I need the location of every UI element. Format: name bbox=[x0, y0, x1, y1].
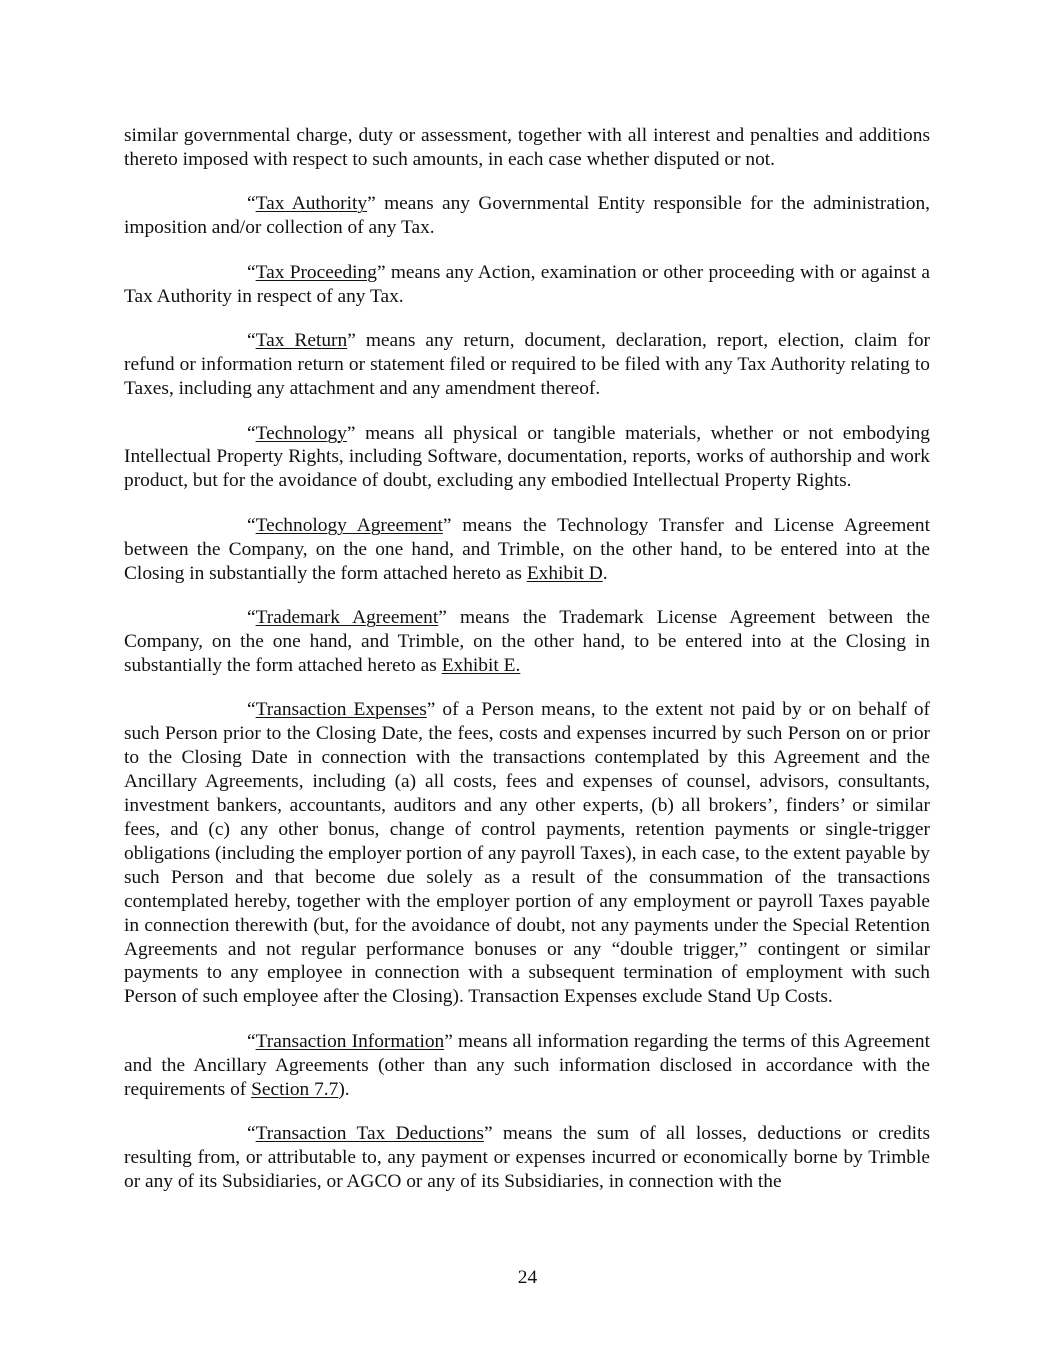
definition-text: ” means any Governmental Entity responsible for the administration, imposition and/or collection of any Tax. bbox=[124, 193, 930, 239]
definition-tail: ). bbox=[338, 1078, 350, 1100]
definition-tax-proceeding: “Tax Proceeding” means any Action, examination or other proceeding with or against a Tax Authority in respect of any Tax. bbox=[124, 261, 931, 307]
definition-tail: . bbox=[602, 562, 608, 584]
defined-term: Technology Agreement bbox=[255, 514, 443, 536]
defined-term: Transaction Information bbox=[255, 1030, 445, 1052]
defined-term: Trademark Agreement bbox=[255, 607, 439, 629]
definition-tax-return: “Tax Return” means any return, document, declaration, report, election, claim for refund or information return or statement filed or required to be filed with any Tax Authority relating to Taxes, including any attachment and any amendment thereof. bbox=[124, 330, 930, 400]
exhibit-e-link[interactable]: Exhibit E. bbox=[441, 654, 521, 676]
continuation-paragraph: similar governmental charge, duty or assessment, together with all interest and penalties and additions thereto imposed with respect to such amounts, in each case whether disputed or not. bbox=[124, 125, 930, 170]
definition-tax-authority: “Tax Authority” means any Governmental Entity responsible for the administration, imposition and/or collection of any Tax. bbox=[124, 193, 930, 239]
defined-term: Technology bbox=[255, 422, 347, 444]
definition-text: ” means the sum of all losses, deductions or credits resulting from, or attributable to, any payment or expenses incurred or economically borne by Trimble or any of its Subsidiaries, or AGCO or any of its Subsidiaries, in connection with the bbox=[124, 1123, 930, 1192]
definition-transaction-expenses: “Transaction Expenses” of a Person means, to the extent not paid by or on behalf of such Person prior to the Closing Date, the fees, costs and expenses incurred by such Person on or prior to the Closing Date in connection with the transactions contemplated by this Agreement and the Ancillary Agreements, including (a) all costs, fees and expenses of counsel, advisors, consultants, investment bankers, accountants, auditors and any other experts, (b) all brokers’, finders’ or similar fees, and (c) any other bonus, change of control payments, retention payments or single-trigger obligations (including the employer portion of any payroll Taxes), in each case, to the extent payable by such Person and that become due solely as a result of the consummation of the transactions contemplated hereby, together with the employer portion of any employment or payroll Taxes payable in connection therewith (but, for the avoidance of doubt, not any payments under the Special Retention Agreements and not regular performance bonuses or any “double trigger,” contingent or similar payments to any employee in connection with a subsequent termination of employment with such Person of such employee after the Closing). Transaction Expenses exclude Stand Up Costs. bbox=[124, 699, 931, 1008]
defined-term: Tax Authority bbox=[255, 193, 368, 215]
exhibit-d-link[interactable]: Exhibit D bbox=[526, 562, 603, 584]
section-7-7-link[interactable]: Section 7.7 bbox=[251, 1078, 339, 1100]
definition-text: ” means all information regarding the terms of this Agreement and the Ancillary Agreements (other than any such information disclosed in accordance with the requirements of bbox=[124, 1030, 930, 1100]
definition-technology: “Technology” means all physical or tangible materials, whether or not embodying Intellectual Property Rights, including Software, documentation, reports, works of authorship and work product, but for the avoidance of doubt, excluding any embodied Intellectual Property Rights. bbox=[124, 422, 930, 492]
definition-transaction-tax-deductions: “Transaction Tax Deductions” means the sum of all losses, deductions or credits resulting from, or attributable to, any payment or expenses incurred or economically borne by Trimble or any of its Subsidiaries, or AGCO or any of its Subsidiaries, in connection with the bbox=[124, 1123, 930, 1192]
definition-text: ” means all physical or tangible materials, whether or not embodying Intellectual Property Rights, including Software, documentation, reports, works of authorship and work product, but for the avoidance of doubt, excluding any embodied Intellectual Property Rights. bbox=[124, 422, 930, 492]
definition-trademark-agreement: “Trademark Agreement” means the Trademark License Agreement between the Company, on the one hand, and Trimble, on the other hand, to be entered into at the Closing in substantially the form attached hereto as Exhibit E. bbox=[124, 607, 930, 676]
document-body bbox=[124, 124, 930, 1194]
definition-transaction-information: “Transaction Information” means all information regarding the terms of this Agreement and the Ancillary Agreements (other than any such information disclosed in accordance with the requirements of Section 7.7). bbox=[124, 1030, 930, 1100]
page-number: 24 bbox=[517, 1267, 538, 1288]
definition-technology-agreement: “Technology Agreement” means the Technology Transfer and License Agreement between the Company, on the one hand, and Trimble, on the other hand, to be entered into at the Closing in substantially the form attached hereto as Exhibit D. bbox=[124, 514, 930, 584]
defined-term: Tax Return bbox=[255, 330, 348, 352]
definition-text: ” means any Action, examination or other proceeding with or against a Tax Authority in respect of any Tax. bbox=[124, 261, 931, 307]
definition-text: ” means the Trademark License Agreement between the Company, on the one hand, and Trimble, on the other hand, to be entered into at the Closing in substantially the form attached hereto as bbox=[124, 607, 930, 676]
defined-term: Transaction Expenses bbox=[255, 699, 427, 721]
defined-term: Transaction Tax Deductions bbox=[255, 1123, 484, 1145]
defined-term: Tax Proceeding bbox=[255, 261, 377, 283]
definition-text: ” means any return, document, declaration, report, election, claim for refund or information return or statement filed or required to be filed with any Tax Authority relating to Taxes, including any attachment and any amendment thereof. bbox=[124, 330, 930, 400]
definition-text: ” of a Person means, to the extent not paid by or on behalf of such Person prior to the Closing Date, the fees, costs and expenses incurred by such Person on or prior to the Closing Date in connection with the transactions contemplated by this Agreement and the Ancillary Agreements, including (a) all costs, fees and expenses of counsel, advisors, consultants, investment bankers, accountants, auditors and any other experts, (b) all brokers’, finders’ or similar fees, and (c) any other bonus, change of control payments, retention payments or single-trigger obligations (including the employer portion of any payroll Taxes), in each case, to the extent payable by such Person and that become due solely as a result of the consummation of the transactions contemplated hereby, together with the employer portion of any employment or payroll Taxes payable in connection therewith (but, for the avoidance of doubt, not any payments under the Special Retention Agreements and not regular performance bonuses or any “double trigger,” contingent or similar payments to any employee in connection with a subsequent termination of employment with such Person of such employee after the Closing). Transaction Expenses exclude Stand Up Costs. bbox=[124, 699, 931, 1008]
definition-text: ” means the Technology Transfer and License Agreement between the Company, on the one hand, and Trimble, on the other hand, to be entered into at the Closing in substantially the form attached hereto as bbox=[124, 514, 930, 584]
